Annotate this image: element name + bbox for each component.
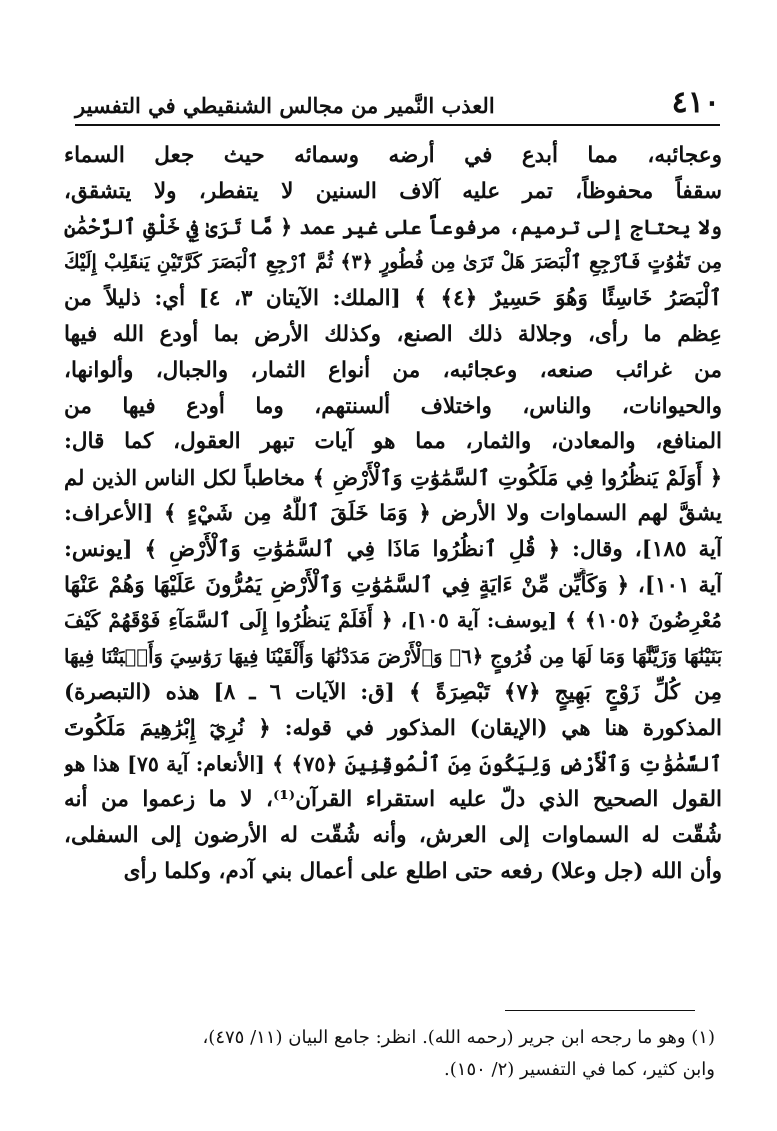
text-line: القول الصحيح الذي دلّ عليه استقراء القرآن⁽¹⁾، لا ما زعموا من أنه <box>64 787 722 813</box>
footnote-line: (١) وهو ما رجحه ابن جرير (رحمه الله). انظر: جامع البيان (١١/ ٤٧٥)، <box>202 1027 715 1048</box>
text-line: آية ١٨٥]، وقال: ﴿ قُلِ ٱنظُرُوا مَاذَا فِي ٱلسَّمَٰوَٰتِ وَٱلْأَرْضِ ﴾ [يونس: <box>64 536 722 562</box>
text-line: والحيوانات، والناس، واختلاف ألسنتهم، وما أودع فيها من <box>64 393 722 419</box>
text-line: من غرائب صنعه، وعجائبه، من أنواع الثمار، والجبال، وألوانها، <box>64 357 722 383</box>
footnote-line: وابن كثير، كما في التفسير (٢/ ١٥٠). <box>444 1059 715 1080</box>
text-line: آية ١٠١]، ﴿ وَكَأَيِّن مِّنْ ءَايَةٍ فِي ٱلسَّمَٰوَٰتِ وَٱلْأَرْضِ يَمُرُّونَ عَلَيْهَا وَهُمْ عَنْهَا <box>64 572 722 598</box>
text-line: بَنَيْنَٰهَا وَزَيَّنَّٰهَا وَمَا لَهَا مِن فُرُوجٍ ﴿٦﴾ وَٱلْأَرْضَ مَدَدْنَٰهَا وَأَلْقَيْنَا فِيهَا رَوَٰسِيَ وَأَنۢبَتْنَا فِيهَا <box>64 645 722 669</box>
footnote-separator <box>505 1010 695 1011</box>
text-line: يشقَّ لهم السماوات ولا الأرض ﴿ وَمَا خَلَقَ ٱللَّهُ مِن شَيْءٍ ﴾ [الأعراف: <box>64 500 722 526</box>
text-line: وأن الله (جل وعلا) رفعه حتى اطلع على أعمال بني آدم، وكلما رأى <box>123 858 722 884</box>
page-number: ٤١٠ <box>671 85 720 120</box>
page-header <box>75 78 720 122</box>
text-line: ٱلسَّمَٰوَٰتِ وَٱلْأَرْضِ وَلِيَكُونَ مِنَ ٱلْمُوقِنِينَ ﴿٧٥﴾ ﴾ [الأنعام: آية ٧٥] هذا هو <box>64 751 722 776</box>
text-line: ٱلْبَصَرُ خَاسِئًا وَهُوَ حَسِيرٌ ﴿٤﴾ ﴾ [الملك: الآيتان ٣، ٤] أي: ذليلاً من <box>64 286 722 312</box>
footnotes <box>70 1022 715 1086</box>
text-line: المذكورة هنا هي (الإيقان) المذكور في قوله: ﴿ نُرِيٓ إِبْرَٰهِيمَ مَلَكُوتَ <box>64 715 722 741</box>
text-line: وعجائبه، مما أبدع في أرضه وسمائه حيث جعل السماء <box>64 143 722 168</box>
text-line: مِن كُلِّ زَوْجٍ بَهِيجٍ ﴿٧﴾ تَبْصِرَةً ﴾ [ق: الآيات ٦ ـ ٨] هذه (التبصرة) <box>64 679 722 705</box>
text-line: سقفاً محفوظاً، تمر عليه آلاف السنين لا يتفطر، ولا يتشقق، <box>64 178 722 204</box>
running-title: العذب النَّمير من مجالس الشنقيطي في التفسير <box>75 93 495 118</box>
text-line: مِن تَفَٰوُتٍ فَٱرْجِعِ ٱلْبَصَرَ هَلْ تَرَىٰ مِن فُطُورٍ ﴿٣﴾ ثُمَّ ٱرْجِعِ ٱلْبَصَرَ كَرَّتَيْنِ يَنقَلِبْ إِلَيْكَ <box>64 251 722 274</box>
text-line: مُعْرِضُونَ ﴿١٠٥﴾ ﴾ [يوسف: آية ١٠٥]، ﴿ أَفَلَمْ يَنظُرُوا إِلَى ٱلسَّمَآءِ فَوْقَهُمْ كَيْفَ <box>64 608 722 633</box>
text-line: ولا يحتاج إلى ترميم، مرفوعاً على غير عمد ﴿ مَّا تَرَىٰ فِي خَلْقِ ٱلرَّحْمَٰنِ <box>64 214 722 239</box>
text-line: ﴿ أَوَلَمْ يَنظُرُوا فِي مَلَكُوتِ ٱلسَّمَٰوَٰتِ وَٱلْأَرْضِ ﴾ مخاطباً لكل الناس الذين لم <box>64 465 722 491</box>
main-text <box>64 138 722 890</box>
header-rule <box>75 124 720 126</box>
text-line: المنافع، والمعادن، والثمار، مما هو آيات تبهر العقول، كما قال: <box>64 429 722 455</box>
text-line: شُقّت له السماوات إلى العرش، وأنه شُقّت له الأرضون إلى السفلى، <box>64 823 722 849</box>
text-line: عِظم ما رأى، وجلالة ذلك الصنع، وكذلك الأرض بما أودع الله فيها <box>64 321 722 347</box>
